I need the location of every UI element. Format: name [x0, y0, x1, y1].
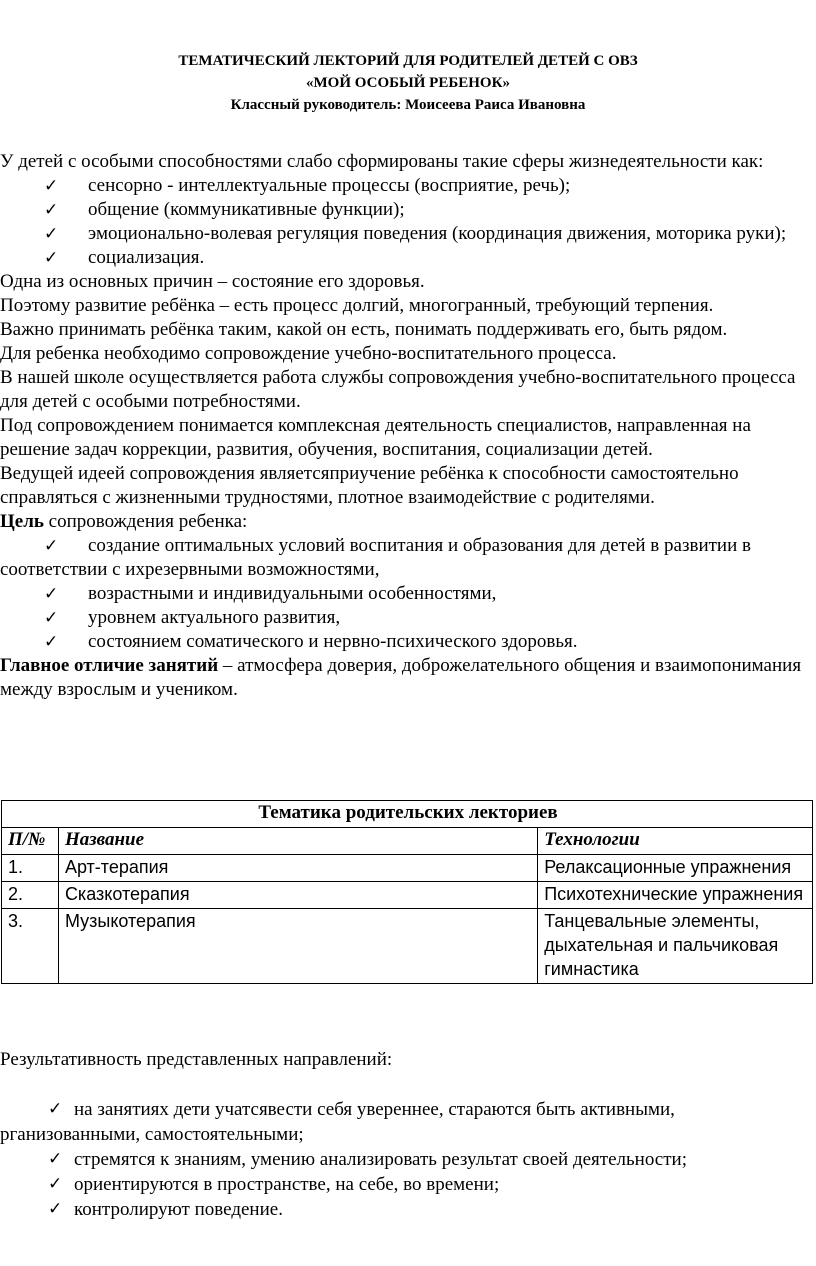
- goal-label: Цель: [0, 511, 44, 532]
- document-title: ТЕМАТИЧЕСКИЙ ЛЕКТОРИЙ ДЛЯ РОДИТЕЛЕЙ ДЕТЕЙ С ОВЗ: [178, 53, 638, 69]
- goal-heading: Цель сопровождения ребенка:: [0, 511, 248, 532]
- checkmark-icon: ✓: [48, 1149, 63, 1169]
- row-name: Арт-терапия: [58, 855, 537, 882]
- checkmark-icon: ✓: [44, 584, 59, 604]
- goal-item: ✓ уровнем актуального развития,: [44, 607, 341, 628]
- results-intro: Результативность представленных направлений:: [0, 1049, 393, 1070]
- checkmark-icon: ✓: [44, 608, 59, 628]
- table-title-row: [2, 801, 813, 828]
- sphere-item: ✓ сенсорно - интеллектуальные процессы (восприятие, речь);: [44, 175, 571, 196]
- row-number: 1.: [2, 855, 59, 882]
- row-technology: Релаксационные упражнения: [538, 855, 813, 882]
- spacer: [0, 1072, 816, 1097]
- row-number: 3.: [2, 909, 59, 984]
- goal-item: ✓ возрастными и индивидуальными особенностями,: [44, 583, 497, 604]
- checkmark-icon: ✓: [48, 1099, 63, 1119]
- row-name: Сказкотерапия: [58, 882, 537, 909]
- sphere-item: ✓ эмоционально-волевая регуляция поведения (координация движения, моторика руки);: [44, 223, 787, 244]
- paragraph: В нашей школе осуществляется работа службы сопровождения учебно-воспитательного процесса для детей с особыми потребностями.: [0, 367, 796, 412]
- intro-paragraph: У детей с особыми способностями слабо сформированы такие сферы жизнедеятельности как:: [0, 151, 764, 172]
- main-difference: Главное отличие занятий – атмосфера доверия, доброжелательного общения и взаимопонимания между взрослым и учеником.: [0, 655, 802, 700]
- table-title: Тематика родительских лекториев: [2, 801, 813, 828]
- row-name: Музыкотерапия: [58, 909, 537, 984]
- main-text: [0, 150, 816, 702]
- checkmark-icon: ✓: [44, 536, 59, 556]
- checkmark-icon: ✓: [44, 200, 59, 220]
- table-row: [2, 909, 813, 984]
- result-item: ✓ на занятиях дети учатсявести себя увереннее, стараются быть активными, рганизованными, самостоятельными;: [0, 1099, 675, 1145]
- row-technology: Психотехнические упражнения: [538, 882, 813, 909]
- checkmark-icon: ✓: [44, 248, 59, 268]
- column-header-technology: Технологии: [538, 828, 813, 855]
- checkmark-icon: ✓: [44, 224, 59, 244]
- sphere-item: ✓ общение (коммуникативные функции);: [44, 199, 405, 220]
- teacher-line: Классный руководитель: Моисеева Раиса Ивановна: [230, 97, 586, 113]
- goal-item: ✓ создание оптимальных условий воспитания и образования для детей в развитии в соответствии с ихрезервными возможностями,: [0, 535, 751, 580]
- paragraph: Ведущей идеей сопровождения являетсяприучение ребёнка к способности самостоятельно справляться с жизненными трудностями, плотное взаимодействие с родителями.: [0, 463, 739, 508]
- result-item: ✓ контролируют поведение.: [48, 1199, 283, 1220]
- paragraph: Одна из основных причин – состояние его здоровья.: [0, 271, 425, 292]
- paragraph: Под сопровождением понимается комплексная деятельность специалистов, направленная на решение задач коррекции, развития, обучения, воспитания, социализации детей.: [0, 415, 751, 460]
- table-row: [2, 855, 813, 882]
- table-row: [2, 882, 813, 909]
- document-header: [0, 50, 816, 116]
- table-header-row: [2, 828, 813, 855]
- column-header-name: Название: [58, 828, 537, 855]
- checkmark-icon: ✓: [44, 632, 59, 652]
- row-number: 2.: [2, 882, 59, 909]
- paragraph: Важно принимать ребёнка таким, какой он есть, понимать поддерживать его, быть рядом.: [0, 319, 728, 340]
- row-technology: Танцевальные элементы, дыхательная и пальчиковая гимнастика: [538, 909, 813, 984]
- result-item: ✓ стремятся к знаниям, умению анализировать результат своей деятельности;: [48, 1149, 687, 1170]
- checkmark-icon: ✓: [44, 176, 59, 196]
- topics-table: [1, 800, 813, 984]
- checkmark-icon: ✓: [48, 1174, 63, 1194]
- results-section: [0, 1047, 816, 1222]
- paragraph: Для ребенка необходимо сопровождение учебно-воспитательного процесса.: [0, 343, 617, 364]
- column-header-number: П/№: [2, 828, 59, 855]
- main-difference-label: Главное отличие занятий: [0, 655, 219, 676]
- checkmark-icon: ✓: [48, 1199, 63, 1219]
- paragraph: Поэтому развитие ребёнка – есть процесс долгий, многогранный, требующий терпения.: [0, 295, 714, 316]
- sphere-item: ✓ социализация.: [44, 247, 205, 268]
- result-item: ✓ ориентируются в пространстве, на себе, во времени;: [48, 1174, 500, 1195]
- document-subtitle: «МОЙ ОСОБЫЙ РЕБЕНОК»: [306, 75, 510, 91]
- goal-item: ✓ состоянием соматического и нервно-психического здоровья.: [44, 631, 578, 652]
